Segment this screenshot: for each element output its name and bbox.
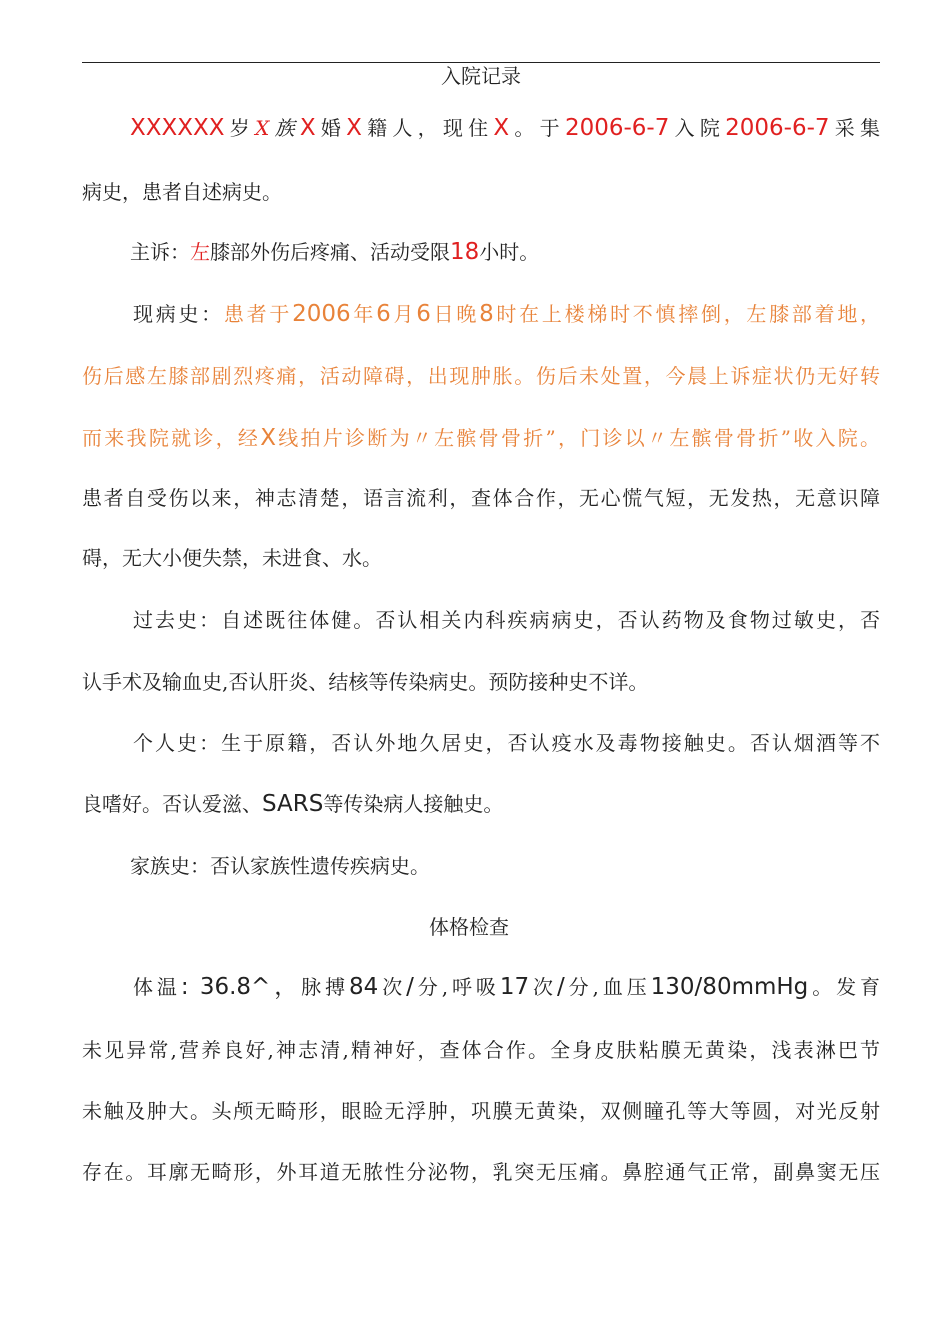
exam-line-3: 未触及肿大。头颅无畸形，眼睑无浮肿，巩膜无黄染，双侧瞳孔等大等圆，对光反射 — [82, 1099, 880, 1123]
exam-line-2: 未见异常,营养良好,神志清,精神好，查体合作。全身皮肤粘膜无黄染，浅表淋巴节 — [82, 1038, 880, 1062]
page-title: 入院记录 — [441, 64, 521, 88]
family-history: 家族史：否认家族性遗传疾病史。 — [130, 854, 430, 878]
exam-line-1: 体温: 36.8^，脉搏84次/分,呼吸17次/分,血压130/80mmHg。发育 — [133, 974, 881, 1000]
header-rule — [82, 62, 880, 63]
exam-title: 体格检查 — [429, 915, 509, 939]
past-history-line-1: 过去史：自述既往体健。否认相关内科疾病病史，否认药物及食物过敏史，否 — [133, 608, 880, 632]
history-date: 2006-6-7 — [725, 115, 830, 141]
hpi-line-4: 患者自受伤以来，神志清楚，语言流利，查体合作，无心慌气短，无发热，无意识障 — [82, 486, 880, 510]
admit-date: 2006-6-7 — [564, 115, 670, 141]
intro-line-1: XXXXXX岁X族X婚X籍人，现住X。于2006-6-7入院2006-6-7采集 — [130, 115, 881, 141]
hpi-line-3: 而来我院就诊，经X线拍片诊断为〃左髌骨骨折”，门诊以〃左髌骨骨折”收入院。 — [82, 425, 881, 451]
blood-pressure-value: 130/80mmHg — [650, 974, 809, 1000]
personal-history-line-1: 个人史：生于原籍，否认外地久居史，否认疫水及毒物接触史。否认烟酒等不 — [133, 731, 880, 755]
hpi-line-2: 伤后感左膝部剧烈疼痛，活动障碍，出现肿胀。伤后未处置，今晨上诉症状仍无好转 — [82, 364, 880, 388]
personal-history-line-2: 良嗜好。否认爱滋、SARS等传染病人接触史。 — [82, 791, 504, 817]
patient-name: XXXXXX — [130, 115, 225, 141]
exam-line-4: 存在。耳廓无畸形，外耳道无脓性分泌物，乳突无压痛。鼻腔通气正常，副鼻窦无压 — [82, 1160, 880, 1184]
temperature-value: : 36.8^， — [180, 974, 302, 1000]
hpi-line-5: 碍，无大小便失禁，未进食、水。 — [82, 546, 382, 570]
hpi-line-1: 现病史：患者于2006年6月6日晚8时在上楼梯时不慎摔倒，左膝部着地， — [133, 301, 881, 327]
chief-complaint: 主诉：左膝部外伤后疼痛、活动受限18小时。 — [130, 239, 540, 265]
intro-line-2: 病史，患者自述病史。 — [82, 180, 282, 204]
past-history-line-2: 认手术及输血史,否认肝炎、结核等传染病史。预防接种史不详。 — [82, 670, 649, 694]
